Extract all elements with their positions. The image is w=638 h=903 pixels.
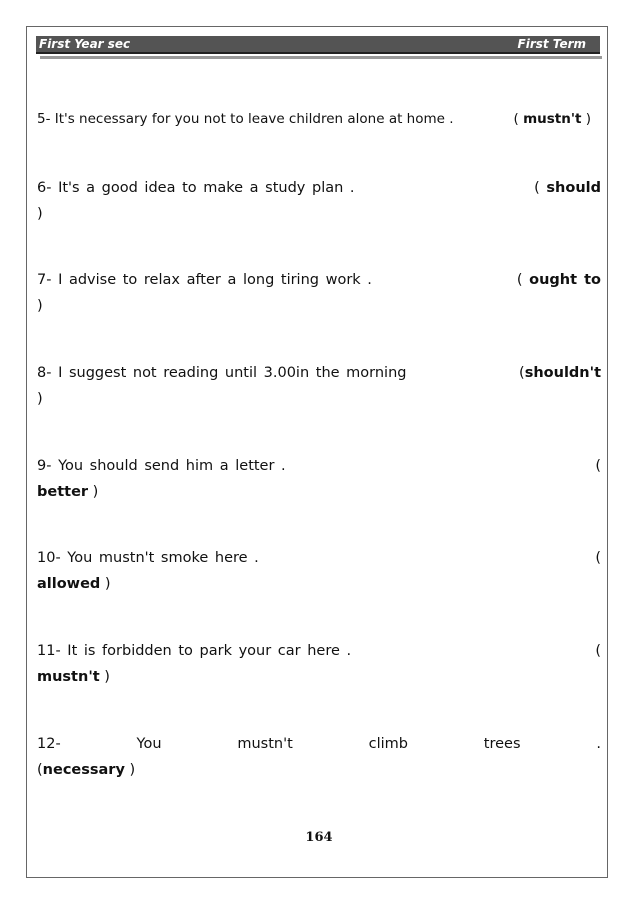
close-bracket: ): [37, 391, 43, 407]
item-answer: [517, 267, 601, 293]
open-bracket: (: [595, 550, 601, 566]
answer-word: should: [546, 180, 601, 196]
close-bracket: ): [99, 669, 110, 685]
answer-word: mustn't: [523, 111, 582, 127]
close-bracket: ): [581, 111, 591, 127]
item-sentence: 11- It is forbidden to park your car here .: [37, 643, 352, 659]
open-bracket: (: [595, 643, 601, 659]
exercise-item-7: [37, 267, 601, 319]
answer-word: mustn't: [37, 669, 100, 685]
item-sentence: 9- You should send him a letter .: [37, 458, 286, 474]
open-bracket: (: [534, 180, 547, 196]
exercise-item-9: [37, 453, 601, 505]
item-word: .: [596, 736, 601, 752]
answer-word: better: [37, 484, 89, 500]
header-left-text: First Year sec: [39, 37, 131, 51]
item-sentence: 8- I suggest not reading until 3.00in the morning: [37, 365, 407, 381]
item-sentence: 5- It's necessary for you not to leave children alone at home .: [37, 111, 454, 127]
item-sentence: 7- I advise to relax after a long tiring work .: [37, 272, 372, 288]
item-answer: [595, 638, 601, 664]
item-answer: [595, 453, 601, 479]
item-sentence: [37, 731, 601, 757]
exercise-item-6: [37, 175, 601, 227]
exercise-item-5: [37, 106, 601, 132]
item-answer: [37, 757, 601, 783]
exercise-item-12: [37, 731, 601, 783]
item-answer: [514, 106, 592, 132]
close-bracket: ): [37, 206, 43, 222]
page-number: 164: [305, 830, 333, 845]
item-word: 12-: [37, 736, 61, 752]
exercise-item-11: [37, 638, 601, 690]
close-bracket: ): [124, 762, 136, 778]
answer-word: ought to: [529, 272, 601, 288]
item-answer: [534, 175, 601, 201]
item-word: You: [136, 736, 162, 752]
close-bracket: ): [88, 484, 99, 500]
page-header: [36, 36, 600, 54]
item-word: climb: [368, 736, 408, 752]
open-bracket: (: [516, 272, 530, 288]
header-shadow: [40, 56, 602, 59]
open-bracket: (: [519, 365, 525, 381]
answer-word: allowed: [37, 576, 101, 592]
header-right-text: First Term: [517, 37, 586, 51]
item-answer: [519, 360, 601, 386]
item-word: trees: [483, 736, 521, 752]
item-sentence: 6- It's a good idea to make a study plan .: [37, 180, 355, 196]
close-bracket: ): [100, 576, 111, 592]
item-answer: [595, 545, 601, 571]
open-bracket: (: [595, 458, 601, 474]
open-bracket: (: [513, 111, 524, 127]
item-sentence: 10- You mustn't smoke here .: [37, 550, 259, 566]
exercise-item-8: [37, 360, 601, 412]
open-bracket: (: [37, 762, 43, 778]
close-bracket: ): [37, 298, 43, 314]
answer-word: shouldn't: [524, 365, 601, 381]
exercise-item-10: [37, 545, 601, 597]
item-word: mustn't: [237, 736, 293, 752]
answer-word: necessary: [42, 762, 125, 778]
